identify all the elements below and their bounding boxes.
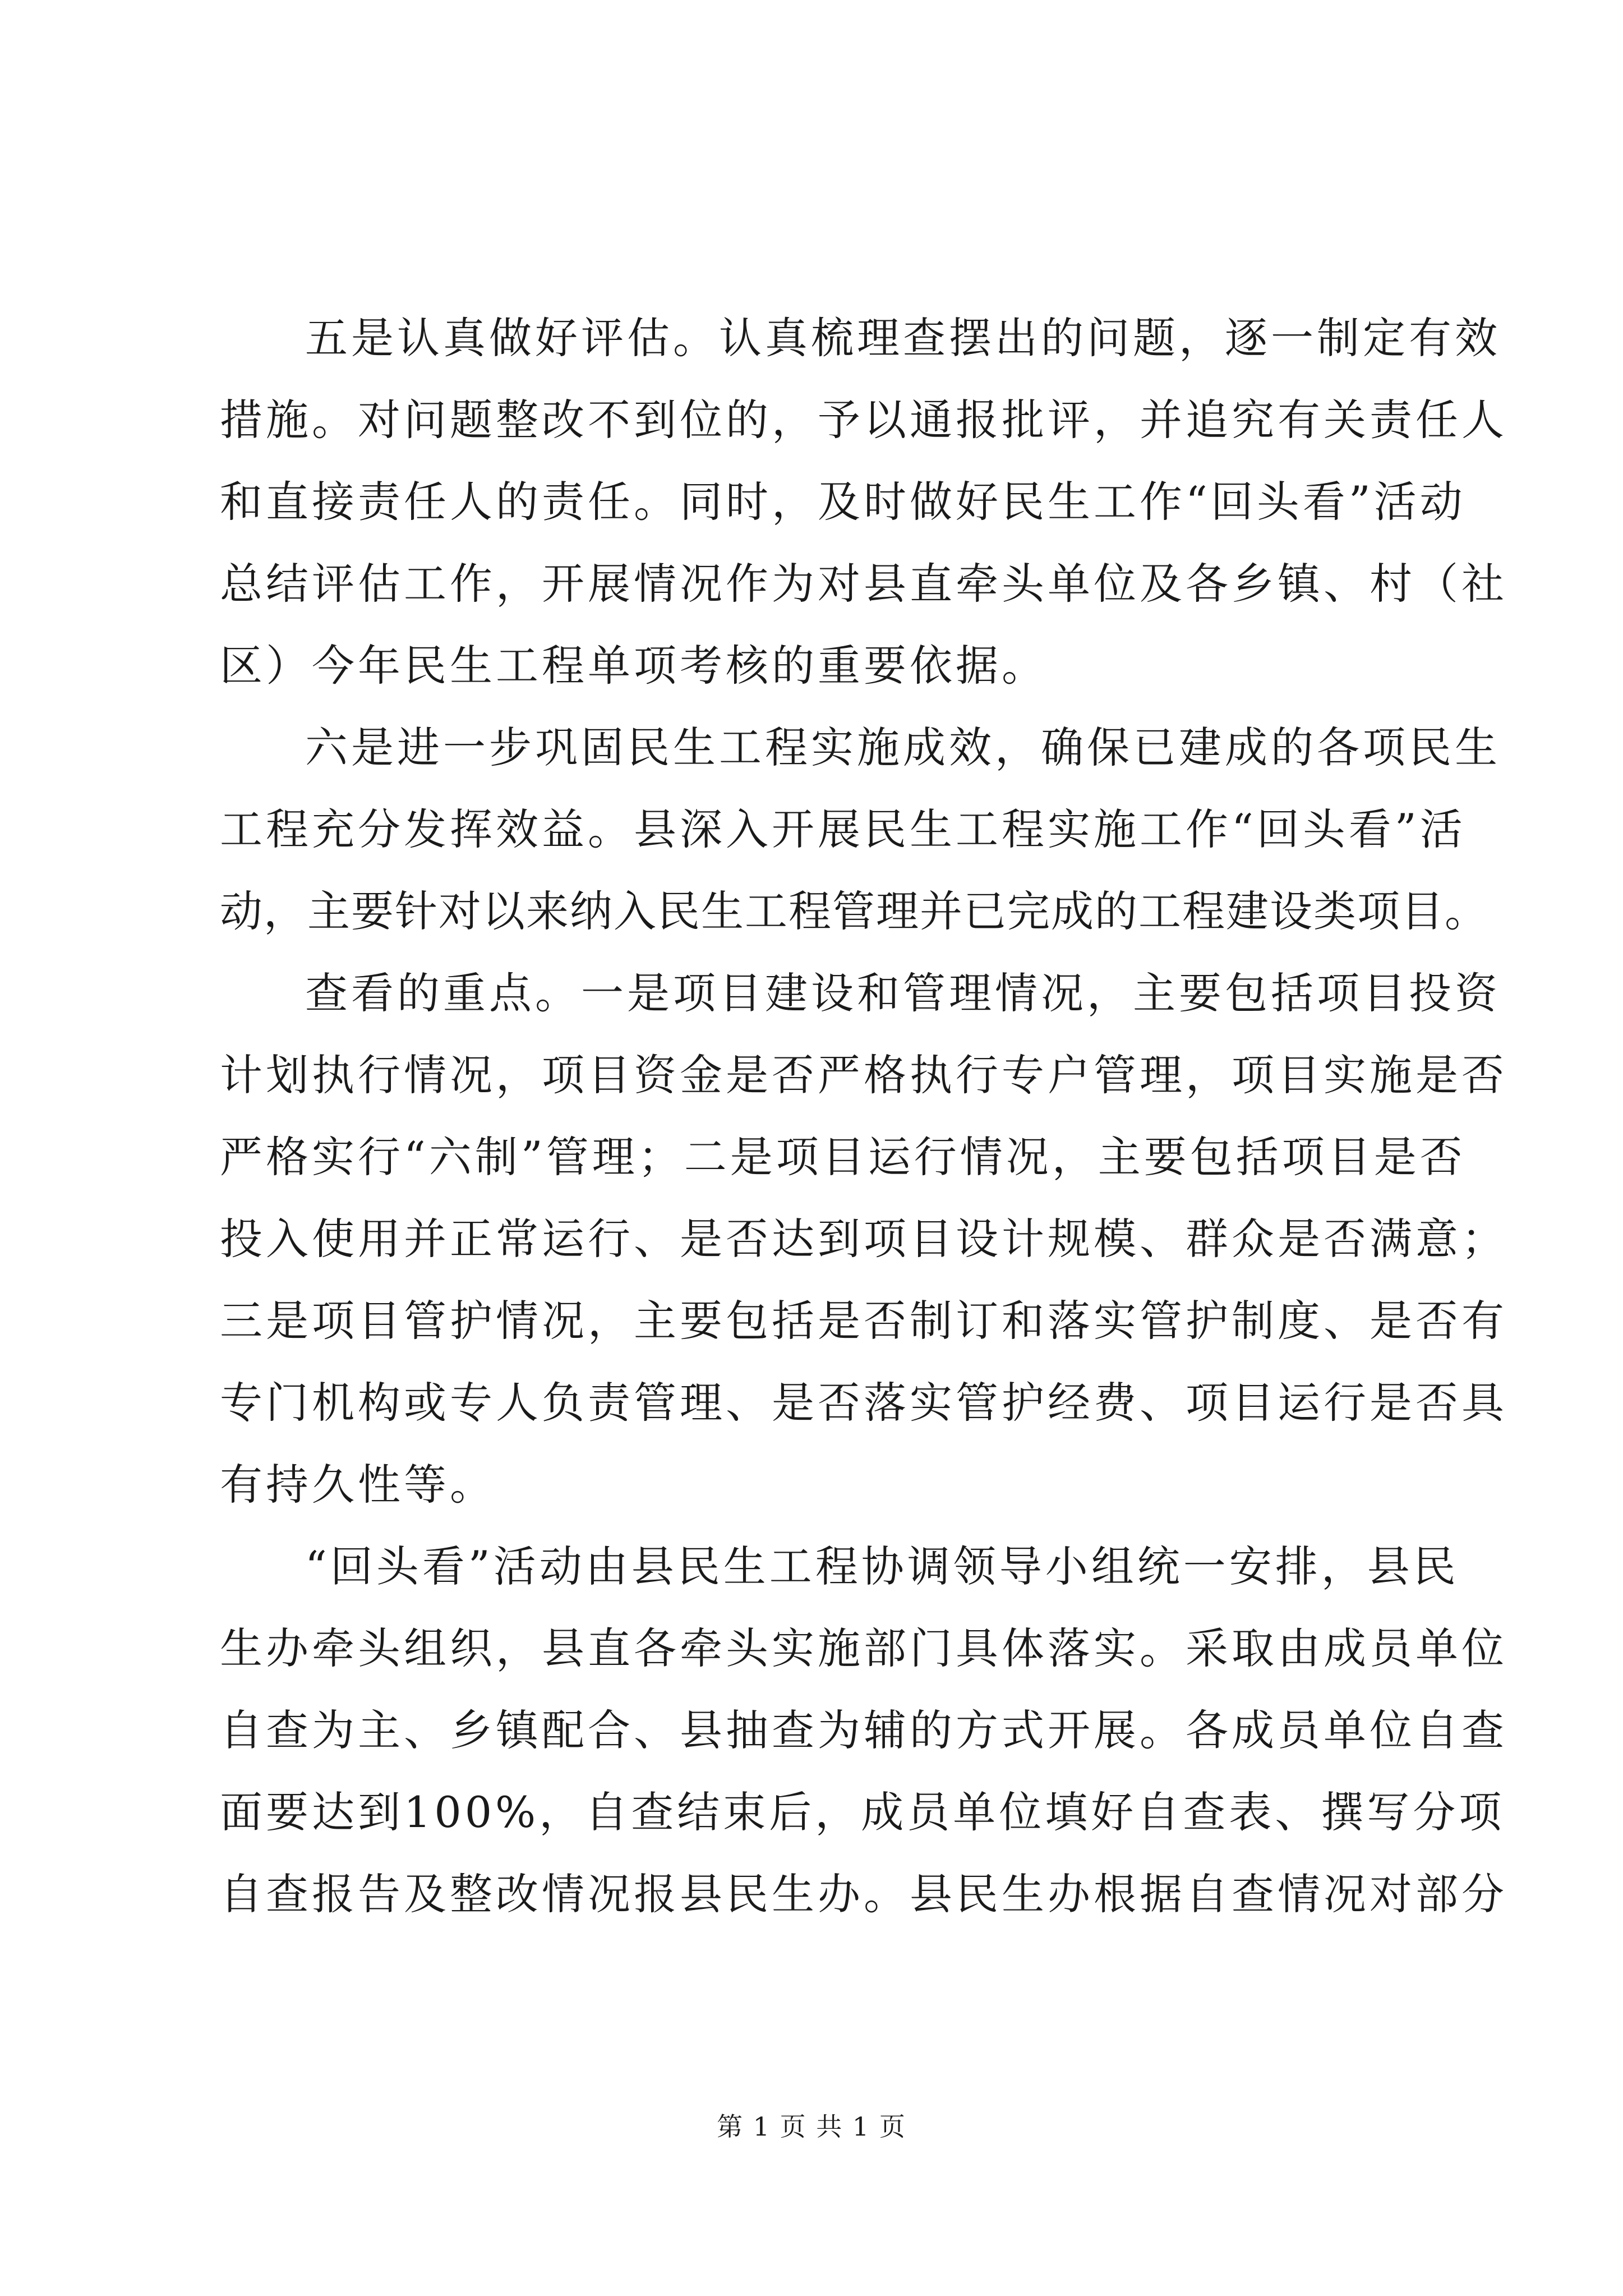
paragraph-line: 总结评估工作，开展情况作为对县直牵头单位及各乡镇、村（社 (220, 559, 1507, 609)
paragraph-line: 自查报告及整改情况报县民生办。县民生办根据自查情况对部分 (220, 1869, 1507, 1919)
page-number-footer: 第 1 页 共 1 页 (717, 2111, 906, 2142)
paragraph-line: 措施。对问题整改不到位的，予以通报批评，并追究有关责任人 (220, 395, 1507, 445)
paragraph-line: 计划执行情况，项目资金是否严格执行专户管理，项目实施是否 (220, 1050, 1507, 1100)
paragraph-line: 工程充分发挥效益。县深入开展民生工程实施工作“回头看”活 (220, 804, 1466, 854)
paragraph-line: 三是项目管护情况，主要包括是否制订和落实管护制度、是否有 (220, 1296, 1507, 1346)
paragraph-line: 自查为主、乡镇配合、县抽查为辅的方式开展。各成员单位自查 (220, 1705, 1507, 1755)
document-body (220, 297, 1507, 1935)
paragraph-line: 生办牵头组织，县直各牵头实施部门具体落实。采取由成员单位 (220, 1623, 1507, 1673)
paragraph-line: 五是认真做好评估。认真梳理查摆出的问题，逐一制定有效 (305, 313, 1501, 363)
paragraph-line: 和直接责任人的责任。同时，及时做好民生工作“回头看”活动 (220, 477, 1466, 527)
paragraph-line: “回头看”活动由县民生工程协调领导小组统一安排，县民 (305, 1542, 1459, 1591)
paragraph-line: 投入使用并正常运行、是否达到项目设计规模、群众是否满意； (220, 1214, 1507, 1264)
paragraph-line: 区）今年民生工程单项考核的重要依据。 (220, 641, 1048, 691)
paragraph-line: 动，主要针对以来纳入民生工程管理并已完成的工程建设类项目。 (220, 886, 1488, 936)
paragraph-line: 面要达到100%，自查结束后，成员单位填好自查表、撰写分项 (220, 1787, 1505, 1837)
paragraph-line: 六是进一步巩固民生工程实施成效，确保已建成的各项民生 (305, 723, 1501, 772)
paragraph-line: 专门机构或专人负责管理、是否落实管护经费、项目运行是否具 (220, 1378, 1507, 1428)
paragraph-line: 严格实行“六制”管理；二是项目运行情况，主要包括项目是否 (220, 1132, 1466, 1182)
paragraph-line: 查看的重点。一是项目建设和管理情况，主要包括项目投资 (305, 968, 1501, 1018)
paragraph-line: 有持久性等。 (220, 1460, 496, 1510)
